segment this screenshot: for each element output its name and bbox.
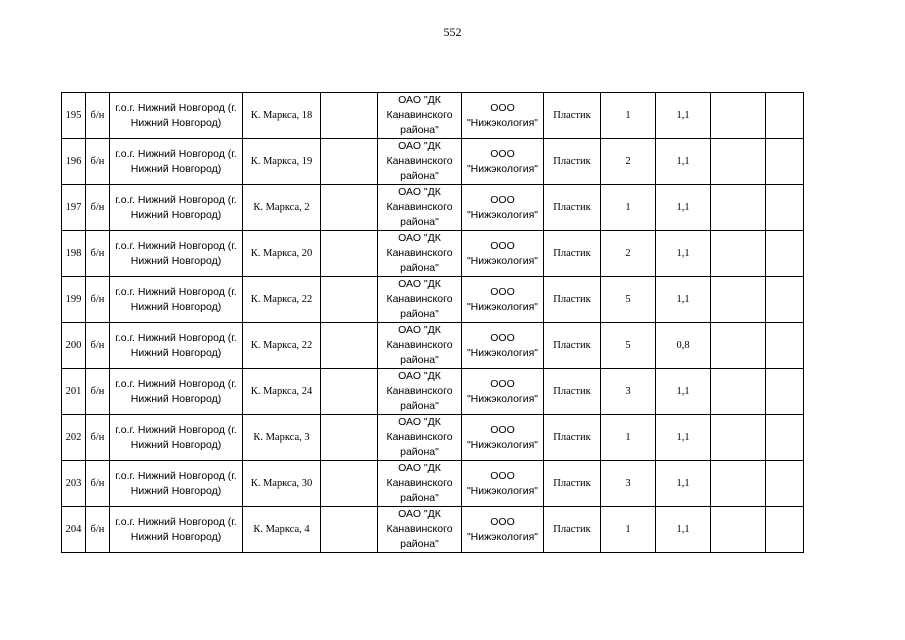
- type-cell: б/н: [86, 231, 110, 277]
- material-cell: Пластик: [544, 231, 601, 277]
- material-cell: Пластик: [544, 93, 601, 139]
- empty-cell: [321, 323, 378, 369]
- material-cell: Пластик: [544, 415, 601, 461]
- table-row: [62, 415, 804, 461]
- container-count-cell: 5: [601, 323, 656, 369]
- empty-cell: [711, 277, 766, 323]
- empty-cell: [321, 507, 378, 553]
- operator-cell: ООО "Нижэкология": [462, 277, 544, 323]
- empty-cell: [711, 369, 766, 415]
- registry-table: [61, 92, 804, 553]
- empty-cell: [766, 139, 804, 185]
- empty-cell: [321, 277, 378, 323]
- empty-cell: [711, 185, 766, 231]
- operator-cell: ООО "Нижэкология": [462, 231, 544, 277]
- settlement-cell: г.о.г. Нижний Новгород (г. Нижний Новгород): [110, 369, 243, 415]
- address-cell: К. Маркса, 4: [243, 507, 321, 553]
- empty-cell: [711, 231, 766, 277]
- owner-cell: ОАО "ДК Канавинского района": [378, 461, 462, 507]
- owner-cell: ОАО "ДК Канавинского района": [378, 323, 462, 369]
- row-number-cell: 203: [62, 461, 86, 507]
- material-cell: Пластик: [544, 369, 601, 415]
- operator-cell: ООО "Нижэкология": [462, 323, 544, 369]
- operator-cell: ООО "Нижэкология": [462, 93, 544, 139]
- table-row: [62, 323, 804, 369]
- material-cell: Пластик: [544, 139, 601, 185]
- table-row: [62, 139, 804, 185]
- row-number-cell: 201: [62, 369, 86, 415]
- empty-cell: [321, 231, 378, 277]
- table-row: [62, 461, 804, 507]
- settlement-cell: г.о.г. Нижний Новгород (г. Нижний Новгород): [110, 277, 243, 323]
- volume-cell: 1,1: [656, 507, 711, 553]
- empty-cell: [766, 415, 804, 461]
- volume-cell: 1,1: [656, 415, 711, 461]
- address-cell: К. Маркса, 22: [243, 323, 321, 369]
- table-row: [62, 231, 804, 277]
- settlement-cell: г.о.г. Нижний Новгород (г. Нижний Новгород): [110, 507, 243, 553]
- empty-cell: [321, 93, 378, 139]
- empty-cell: [766, 185, 804, 231]
- material-cell: Пластик: [544, 507, 601, 553]
- row-number-cell: 204: [62, 507, 86, 553]
- volume-cell: 1,1: [656, 277, 711, 323]
- empty-cell: [766, 93, 804, 139]
- settlement-cell: г.о.г. Нижний Новгород (г. Нижний Новгород): [110, 185, 243, 231]
- table-row: [62, 507, 804, 553]
- empty-cell: [766, 277, 804, 323]
- type-cell: б/н: [86, 415, 110, 461]
- address-cell: К. Маркса, 19: [243, 139, 321, 185]
- settlement-cell: г.о.г. Нижний Новгород (г. Нижний Новгород): [110, 139, 243, 185]
- empty-cell: [711, 323, 766, 369]
- container-count-cell: 3: [601, 461, 656, 507]
- volume-cell: 1,1: [656, 231, 711, 277]
- empty-cell: [711, 507, 766, 553]
- empty-cell: [711, 93, 766, 139]
- operator-cell: ООО "Нижэкология": [462, 461, 544, 507]
- container-count-cell: 1: [601, 185, 656, 231]
- operator-cell: ООО "Нижэкология": [462, 369, 544, 415]
- table-row: [62, 93, 804, 139]
- type-cell: б/н: [86, 323, 110, 369]
- row-number-cell: 202: [62, 415, 86, 461]
- material-cell: Пластик: [544, 323, 601, 369]
- volume-cell: 1,1: [656, 369, 711, 415]
- row-number-cell: 198: [62, 231, 86, 277]
- owner-cell: ОАО "ДК Канавинского района": [378, 93, 462, 139]
- empty-cell: [321, 369, 378, 415]
- operator-cell: ООО "Нижэкология": [462, 139, 544, 185]
- address-cell: К. Маркса, 30: [243, 461, 321, 507]
- owner-cell: ОАО "ДК Канавинского района": [378, 185, 462, 231]
- material-cell: Пластик: [544, 277, 601, 323]
- empty-cell: [766, 507, 804, 553]
- material-cell: Пластик: [544, 461, 601, 507]
- row-number-cell: 197: [62, 185, 86, 231]
- empty-cell: [711, 139, 766, 185]
- row-number-cell: 196: [62, 139, 86, 185]
- address-cell: К. Маркса, 18: [243, 93, 321, 139]
- volume-cell: 0,8: [656, 323, 711, 369]
- empty-cell: [711, 415, 766, 461]
- operator-cell: ООО "Нижэкология": [462, 185, 544, 231]
- type-cell: б/н: [86, 277, 110, 323]
- operator-cell: ООО "Нижэкология": [462, 415, 544, 461]
- settlement-cell: г.о.г. Нижний Новгород (г. Нижний Новгород): [110, 415, 243, 461]
- settlement-cell: г.о.г. Нижний Новгород (г. Нижний Новгород): [110, 93, 243, 139]
- settlement-cell: г.о.г. Нижний Новгород (г. Нижний Новгород): [110, 461, 243, 507]
- empty-cell: [766, 323, 804, 369]
- type-cell: б/н: [86, 461, 110, 507]
- row-number-cell: 200: [62, 323, 86, 369]
- row-number-cell: 195: [62, 93, 86, 139]
- operator-cell: ООО "Нижэкология": [462, 507, 544, 553]
- type-cell: б/н: [86, 507, 110, 553]
- container-count-cell: 1: [601, 93, 656, 139]
- type-cell: б/н: [86, 93, 110, 139]
- table-row: [62, 369, 804, 415]
- empty-cell: [321, 415, 378, 461]
- address-cell: К. Маркса, 2: [243, 185, 321, 231]
- owner-cell: ОАО "ДК Канавинского района": [378, 231, 462, 277]
- container-count-cell: 1: [601, 507, 656, 553]
- page-number: 552: [443, 25, 462, 39]
- empty-cell: [321, 139, 378, 185]
- table-row: [62, 185, 804, 231]
- address-cell: К. Маркса, 22: [243, 277, 321, 323]
- empty-cell: [711, 461, 766, 507]
- type-cell: б/н: [86, 139, 110, 185]
- volume-cell: 1,1: [656, 93, 711, 139]
- empty-cell: [766, 231, 804, 277]
- empty-cell: [321, 185, 378, 231]
- container-count-cell: 2: [601, 139, 656, 185]
- table-row: [62, 277, 804, 323]
- empty-cell: [766, 461, 804, 507]
- row-number-cell: 199: [62, 277, 86, 323]
- owner-cell: ОАО "ДК Канавинского района": [378, 415, 462, 461]
- empty-cell: [321, 461, 378, 507]
- container-count-cell: 5: [601, 277, 656, 323]
- type-cell: б/н: [86, 369, 110, 415]
- address-cell: К. Маркса, 24: [243, 369, 321, 415]
- material-cell: Пластик: [544, 185, 601, 231]
- settlement-cell: г.о.г. Нижний Новгород (г. Нижний Новгород): [110, 231, 243, 277]
- owner-cell: ОАО "ДК Канавинского района": [378, 507, 462, 553]
- settlement-cell: г.о.г. Нижний Новгород (г. Нижний Новгород): [110, 323, 243, 369]
- volume-cell: 1,1: [656, 139, 711, 185]
- container-count-cell: 1: [601, 415, 656, 461]
- owner-cell: ОАО "ДК Канавинского района": [378, 139, 462, 185]
- owner-cell: ОАО "ДК Канавинского района": [378, 369, 462, 415]
- type-cell: б/н: [86, 185, 110, 231]
- container-count-cell: 3: [601, 369, 656, 415]
- container-count-cell: 2: [601, 231, 656, 277]
- volume-cell: 1,1: [656, 185, 711, 231]
- registry-body: [62, 93, 804, 553]
- address-cell: К. Маркса, 20: [243, 231, 321, 277]
- volume-cell: 1,1: [656, 461, 711, 507]
- empty-cell: [766, 369, 804, 415]
- address-cell: К. Маркса, 3: [243, 415, 321, 461]
- owner-cell: ОАО "ДК Канавинского района": [378, 277, 462, 323]
